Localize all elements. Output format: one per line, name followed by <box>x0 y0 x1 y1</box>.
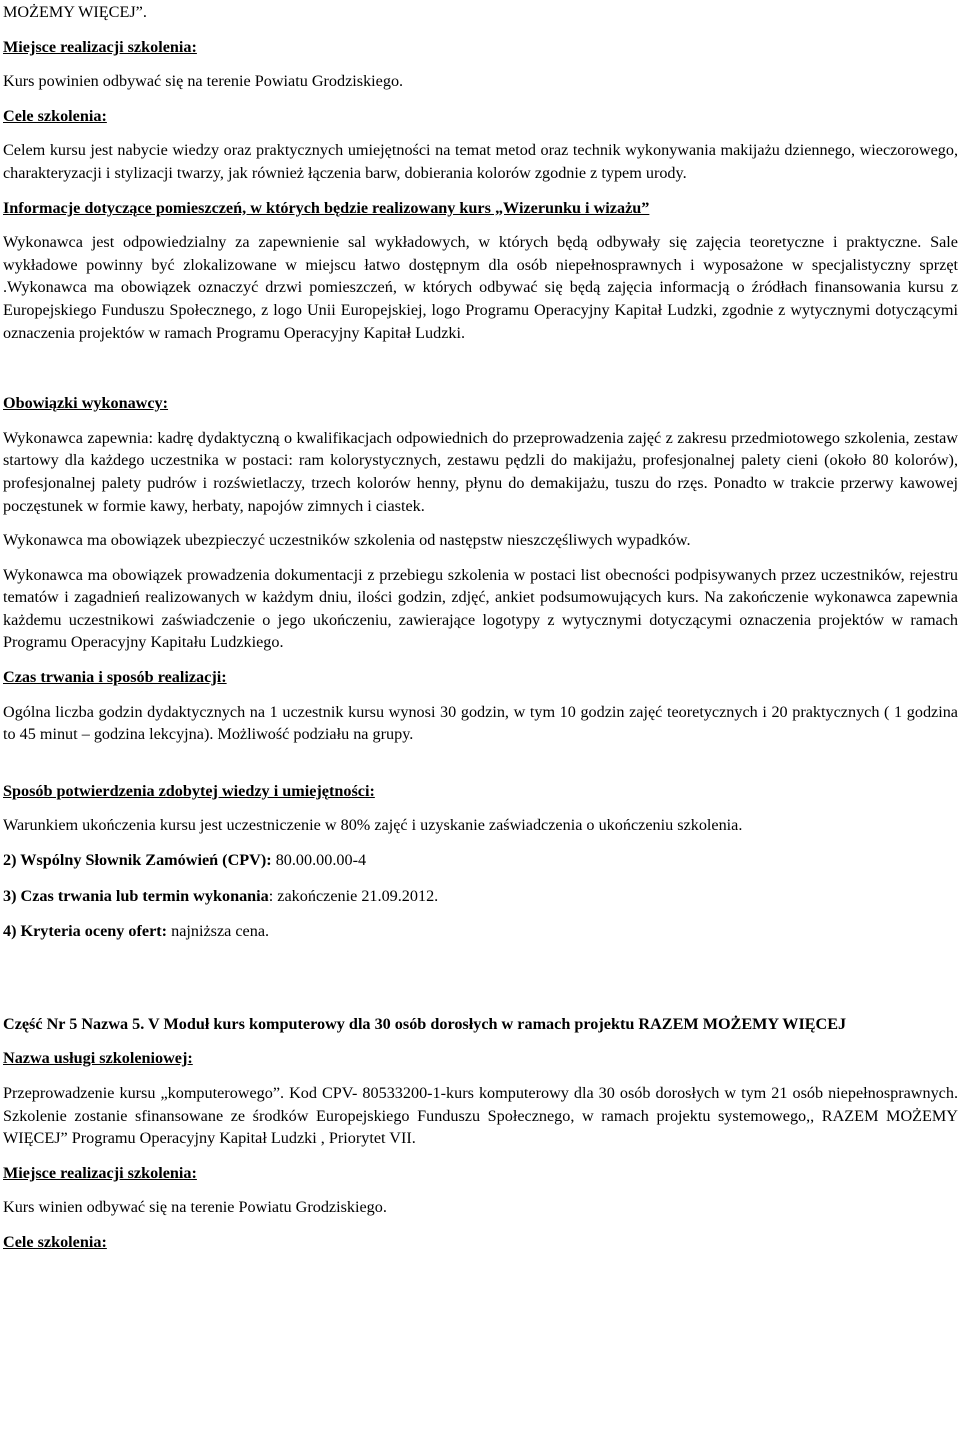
place-text: Kurs powinien odbywać się na terenie Powiatu Grodziskiego. <box>3 72 404 91</box>
heading-confirmation: Sposób potwierdzenia zdobytej wiedzy i umiejętności: <box>3 781 375 800</box>
heading-place: Miejsce realizacji szkolenia: <box>3 37 197 56</box>
service-text: Przeprowadzenie kursu „komputerowego”. Kod CPV- 80533200-1-kurs komputerowy dla 30 osób dorosłych w tym 21 osób niepełnosprawnych. Szkolenie zostanie sfinansowane ze środków Europejskiego Funduszu Społecznego, w ramach projektu systemowego,, RAZEM MOŻEMY WIĘCEJ” Programu Operacyjny Kapitał Ludzki , Priorytet VII. <box>3 1084 958 1148</box>
heading-duration: Czas trwania i sposób realizacji: <box>3 668 227 687</box>
rooms-text: Wykonawca jest odpowiedzialny za zapewnienie sal wykładowych, w których będą odbywały się zajęcia teoretyczne i praktyczne. Sale wykładowe powinny być zlokalizowane w miejscu łatwo dostępnym dla osób niepełnosprawnych i wyposażone w specjalistyczny sprzęt .Wykonawca ma obowiązek oznaczyć drzwi pomieszczeń, w których odbywać się będą zajęcia informacją o źródłach finansowania kursu z Europejskiego Funduszu Społecznego, z logo Unii Europejskiej, logo Programu Operacyjny Kapitał Ludzki, zgodnie z wytycznymi dotyczącymi oznaczenia projektów w ramach Programu Operacyjny Kapitał Ludzki. <box>3 233 958 342</box>
place-text-2: Kurs winien odbywać się na terenie Powiatu Grodziskiego. <box>3 1198 387 1217</box>
heading-goals: Cele szkolenia: <box>3 106 107 125</box>
heading-service-name: Nazwa usługi szkoleniowej: <box>3 1049 193 1068</box>
item-cpv-value: 80.00.00.00-4 <box>271 851 367 870</box>
item-criteria-label: 4) Kryteria oceny ofert: <box>3 922 168 941</box>
document-page <box>0 1 960 1254</box>
duties-text-3: Wykonawca ma obowiązek prowadzenia dokumentacji z przebiegu szkolenia w postaci list obecności podpisywanych przez uczestników, rejestru tematów i zagadnień realizowanych w każdym dniu, ilości godzin, zdjęć, ankiet podsumowujących kurs. Na zakończenie wykonawca zapewnia każdemu uczestnikowi zaświadczenie o jego ukończeniu, zawierające logotypy z wytycznymi dotyczącymi oznaczenia projektów w ramach Programu Operacyjny Kapitału Ludzkiego. <box>3 565 958 652</box>
item-cpv-label: 2) Wspólny Słownik Zamówień (CPV): <box>3 851 272 870</box>
item-criteria <box>3 920 958 943</box>
heading-goals-2: Cele szkolenia: <box>3 1232 107 1251</box>
heading-place-2: Miejsce realizacji szkolenia: <box>3 1163 197 1182</box>
duties-text-2: Wykonawca ma obowiązek ubezpieczyć uczestników szkolenia od następstw nieszczęśliwych wypadków. <box>3 531 691 550</box>
item-deadline-label: 3) Czas trwania lub termin wykonania <box>3 886 269 905</box>
duration-text: Ogólna liczba godzin dydaktycznych na 1 uczestnik kursu wynosi 30 godzin, w tym 10 godzin zajęć teoretycznych i 20 praktycznych ( 1 godzina to 45 minut – godzina lekcyjna). Możliwość podziału na grupy. <box>3 702 958 744</box>
item-deadline-value: : zakończenie 21.09.2012. <box>268 886 439 905</box>
continuation-title: MOŻEMY WIĘCEJ”. <box>3 3 147 21</box>
item-criteria-value: najniższa cena. <box>167 922 270 941</box>
item-cpv <box>3 849 958 872</box>
item-deadline <box>3 885 958 908</box>
part-5-title: Część Nr 5 Nazwa 5. V Moduł kurs komputerowy dla 30 osób dorosłych w ramach projektu RAZEM MOŻEMY WIĘCEJ <box>3 1014 847 1033</box>
confirmation-text: Warunkiem ukończenia kursu jest uczestniczenie w 80% zajęć i uzyskanie zaświadczenia o ukończeniu szkolenia. <box>3 816 743 835</box>
heading-rooms: Informacje dotyczące pomieszczeń, w których będzie realizowany kurs „Wizerunku i wizażu” <box>3 198 650 217</box>
duties-text-1: Wykonawca zapewnia: kadrę dydaktyczną o kwalifikacjach odpowiednich do przeprowadzenia zajęć z zakresu przedmiotowego szkolenia, zestaw startowy dla każdego uczestnika w postaci: ram kolorystycznych, zestawu pędzli do makijażu, profesjonalnej palety cieni (około 80 kolorów), profesjonalnej palety pudrów i rozświetlaczy, trzech kolorów henny, płynu do demakijażu, tuszu do rzęs. Ponadto w trakcie przerwy kawowej poczęstunek w formie kawy, herbaty, napojów zimnych i ciastek. <box>3 428 958 515</box>
goals-text: Celem kursu jest nabycie wiedzy oraz praktycznych umiejętności na temat metod oraz technik wykonywania makijażu dziennego, wieczorowego, charakteryzacji i stylizacji twarzy, jak również łączenia barw, dobierania kolorów zgodnie z typem urody. <box>3 141 958 182</box>
heading-duties: Obowiązki wykonawcy: <box>3 394 169 413</box>
